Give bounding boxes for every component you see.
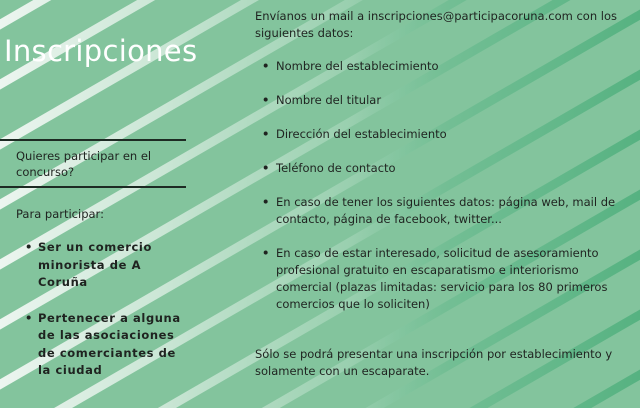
requirements-label: Para participar: [16, 207, 104, 221]
bullet-icon: • [262, 195, 270, 209]
data-item [262, 58, 632, 75]
participation-question: Quieres participar en el concurso? [16, 149, 152, 179]
divider-top [0, 139, 186, 141]
requirement-item [22, 310, 187, 380]
bullet-icon: • [25, 310, 33, 325]
data-item [262, 126, 632, 143]
bullet-icon: • [262, 127, 270, 141]
data-item-text: Nombre del establecimiento [276, 59, 439, 73]
requirements-list [22, 239, 187, 398]
data-item-text: En caso de tener los siguientes datos: página web, mail de contacto, página de facebook, twitter... [276, 195, 616, 226]
requirement-text: Pertenecer a alguna de las asociaciones de comerciantes de la ciudad [38, 310, 181, 377]
data-item [262, 194, 632, 228]
data-item-text: Nombre del titular [276, 93, 382, 107]
requirement-item [22, 239, 187, 292]
submission-note: Sólo se podrá presentar una inscripción por establecimiento y solamente con un escaparate. [255, 347, 613, 378]
page-title: Inscripciones [4, 34, 198, 68]
requirement-text: Ser un comercio minorista de A Coruña [38, 240, 152, 289]
data-item-text: Teléfono de contacto [276, 161, 396, 175]
data-item-text: En caso de estar interesado, solicitud de asesoramiento profesional gratuito en escaparatismo e interiorismo comercial (plazas limitadas: servicio para los 80 primeros comercios que lo soliciten) [276, 246, 608, 311]
data-item [262, 160, 632, 177]
bullet-icon: • [262, 93, 270, 107]
bullet-icon: • [262, 59, 270, 73]
required-data-list [262, 58, 632, 330]
bullet-icon: • [262, 161, 270, 175]
data-item [262, 245, 632, 313]
bullet-icon: • [262, 246, 270, 260]
data-item [262, 92, 632, 109]
data-item-text: Dirección del establecimiento [276, 127, 447, 141]
bullet-icon: • [25, 240, 33, 254]
email-instructions: Envíanos un mail a inscripciones@participacoruna.com con los siguientes datos: [255, 9, 617, 40]
divider-bottom [0, 186, 186, 188]
